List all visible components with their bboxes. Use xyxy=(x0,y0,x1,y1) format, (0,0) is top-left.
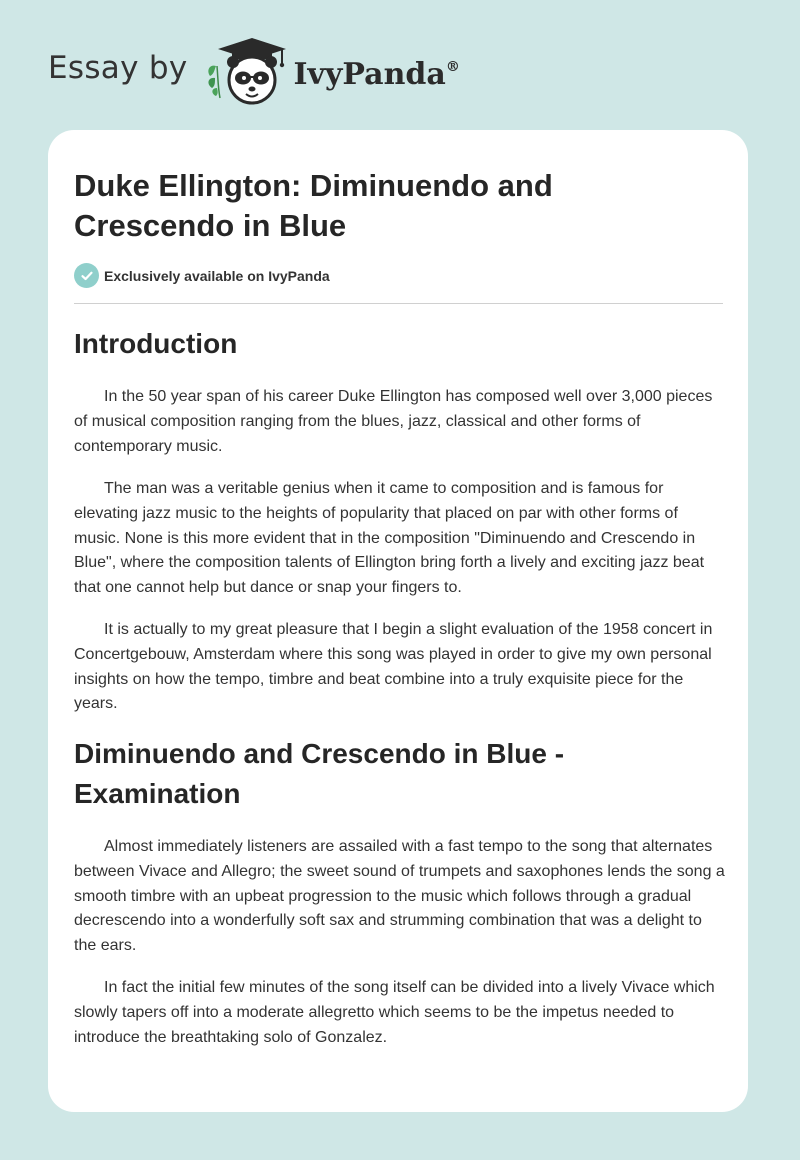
paragraph: It is actually to my great pleasure that I begin a slight evaluation of the 1958 concert in Concertgebouw, Amsterdam where this song was played in order to give my own personal insights on how the tempo, timbre and beat combine into a truly exquisite piece for the years. xyxy=(74,621,713,713)
brand-name[interactable] xyxy=(294,57,460,92)
divider xyxy=(74,303,723,304)
check-icon xyxy=(74,263,99,288)
paragraph: Almost immediately listeners are assailed with a fast tempo to the song that alternates between Vivace and Allegro; the sweet sound of trumpets and saxophones lends the song a smooth timbre with an upbeat progression to the music which follows through a gradual decrescendo into a wonderfully soft sax and strumming combination that was a delight to the ears. xyxy=(74,838,725,955)
essay-by-label: Essay by xyxy=(48,50,188,86)
section-heading-introduction: Introduction xyxy=(74,328,238,359)
section-heading-examination: Diminuendo and Crescendo in Blue - Examination xyxy=(74,738,565,809)
panda-logo-icon[interactable] xyxy=(204,36,290,108)
paragraph: The man was a veritable genius when it came to composition and is famous for elevating jazz music to the heights of popularity that placed on par with other forms of music. None is this more evident that in the composition "Diminuendo and Crescendo in Blue", where the composition talents of Ellington bring forth a lively and exciting jazz beat that one cannot help but dance or snap your fingers to. xyxy=(74,480,705,597)
page-title: Duke Ellington: Diminuendo and Crescendo in Blue xyxy=(74,168,553,243)
exclusive-badge xyxy=(74,263,330,288)
paragraph: In the 50 year span of his career Duke Ellington has composed well over 3,000 pieces of musical composition ranging from the blues, jazz, classical and other forms of contemporary music. xyxy=(74,388,713,455)
registered-mark: ® xyxy=(445,58,460,75)
brand-name-text: IvyPanda xyxy=(293,56,446,92)
badge-label: Exclusively available on IvyPanda xyxy=(104,267,330,284)
paragraph: In fact the initial few minutes of the song itself can be divided into a lively Vivace which slowly tapers off into a moderate allegretto which seems to be the impetus needed to introduce the breathtaking solo of Gonzalez. xyxy=(74,979,715,1046)
site-header xyxy=(48,36,460,108)
essay-card xyxy=(48,130,748,1112)
